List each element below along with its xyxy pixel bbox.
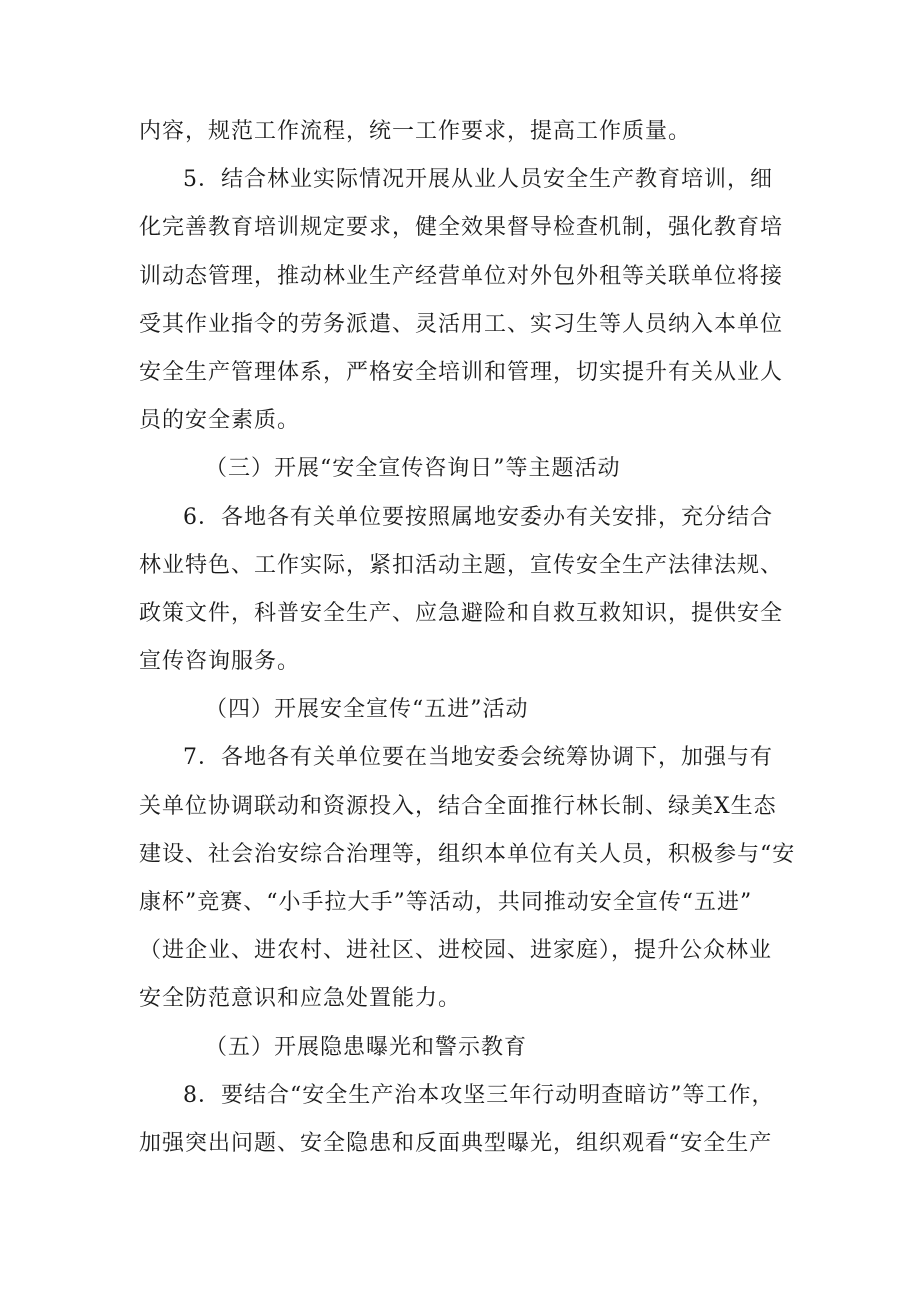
text-line: 员的安全素质。 bbox=[139, 408, 301, 434]
text-line: 康杯”竞赛、“小手拉大手”等活动，共同推动安全宣传“五进” bbox=[139, 890, 753, 915]
paragraph-7-start: 7．各地各有关单位要在当地安委会统筹协调下，加强与有 bbox=[183, 745, 773, 771]
text-line: （进企业、进农村、进社区、进校园、进家庭），提升公众林业 bbox=[139, 938, 773, 964]
section-heading-3: （三）开展“安全宣传咨询日”等主题活动 bbox=[205, 456, 621, 482]
text-line: 政策文件，科普安全生产、应急避险和自救互救知识，提供安全 bbox=[139, 600, 784, 626]
text-line: 受其作业指令的劳务派遣、灵活用工、实习生等人员纳入本单位 bbox=[139, 311, 784, 337]
text-line: 林业特色、工作实际，紧扣活动主题，宣传安全生产法律法规、 bbox=[139, 552, 784, 578]
text-line: 安全生产管理体系，严格安全培训和管理，切实提升有关从业人 bbox=[139, 359, 784, 385]
document-body bbox=[139, 108, 796, 1168]
paragraph-8-start: 8．要结合“安全生产治本攻坚三年行动明查暗访”等工作， bbox=[183, 1082, 775, 1108]
section-heading-4: （四）开展安全宣传“五进”活动 bbox=[205, 697, 529, 723]
paragraph-6-start: 6．各地各有关单位要按照属地安委办有关安排，充分结合 bbox=[183, 504, 773, 530]
paragraph-5-start: 5．结合林业实际情况开展从业人员安全生产教育培训，细 bbox=[183, 167, 773, 193]
section-heading-5: （五）开展隐患曝光和警示教育 bbox=[205, 1034, 528, 1060]
text-line: 加强突出问题、安全隐患和反面典型曝光，组织观看“安全生产 bbox=[139, 1130, 773, 1156]
text-line: 建设、社会治安综合治理等，组织本单位有关人员，积极参与“安 bbox=[139, 841, 796, 867]
text-line: 内容，规范工作流程，统一工作要求，提高工作质量。 bbox=[139, 119, 692, 144]
text-line: 安全防范意识和应急处置能力。 bbox=[139, 986, 462, 1012]
text-line: 关单位协调联动和资源投入，结合全面推行林长制、绿美X生态 bbox=[139, 793, 777, 819]
text-line: 训动态管理，推动林业生产经营单位对外包外租等关联单位将接 bbox=[139, 263, 784, 289]
text-line: 化完善教育培训规定要求，健全效果督导检查机制，强化教育培 bbox=[139, 215, 784, 241]
text-line: 宣传咨询服务。 bbox=[139, 649, 301, 675]
